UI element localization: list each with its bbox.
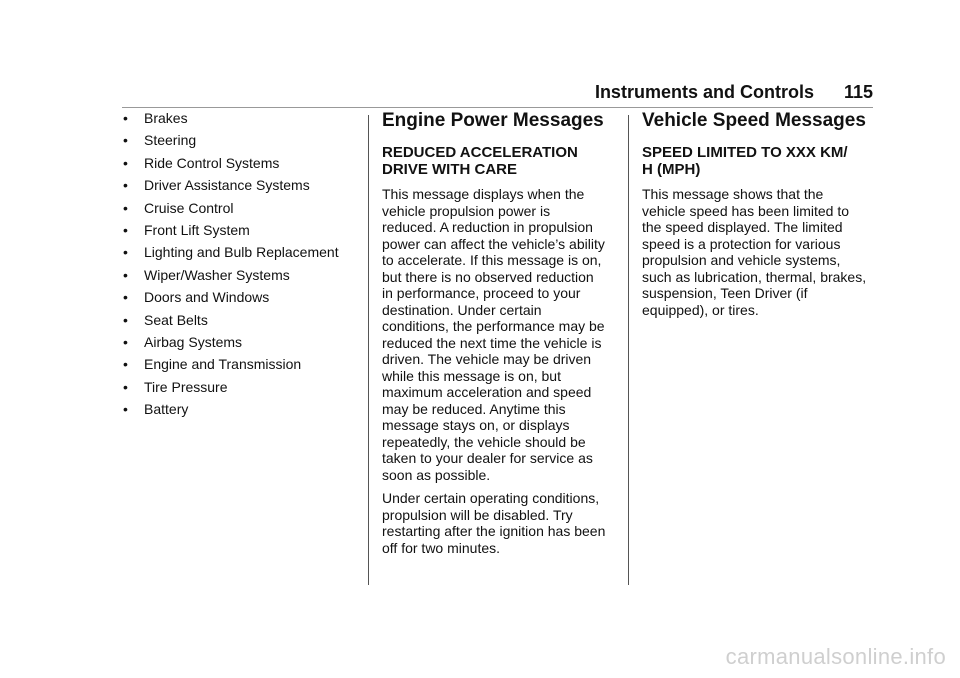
text-line: in performance, proceed to your xyxy=(382,285,581,301)
header-rule xyxy=(122,107,873,108)
bullet-item xyxy=(123,356,353,378)
bullet-label: Battery xyxy=(144,401,189,418)
text-line: may be reduced. Anytime this xyxy=(382,400,566,417)
text-line: reduced the next time the vehicle is xyxy=(382,334,602,351)
bullet-item xyxy=(123,222,353,244)
bullet-item xyxy=(123,379,353,401)
bullet-list xyxy=(123,110,353,423)
bullet-column xyxy=(123,110,353,423)
text-line: the speed displayed. The limited xyxy=(642,219,843,235)
engine-power-section xyxy=(382,110,618,563)
bullet-dot: • xyxy=(123,356,128,373)
text-line: reduced. A reduction in propulsion xyxy=(382,219,593,235)
bullet-item xyxy=(123,110,353,132)
text-line: Under certain operating conditions, xyxy=(382,490,600,506)
text-line: restarting after the ignition has been xyxy=(382,523,606,539)
section-title: Instruments and Controls xyxy=(594,82,814,102)
bullet-label: Seat Belts xyxy=(144,311,208,328)
text-line: propulsion will be disabled. Try xyxy=(382,506,573,523)
bullet-label: Engine and Transmission xyxy=(144,356,302,373)
text-line: maximum acceleration and speed xyxy=(382,384,592,400)
vehicle-speed-section xyxy=(642,110,878,325)
bullet-label: Lighting and Bulb Replacement xyxy=(144,244,339,261)
speed-limited-subheading xyxy=(642,144,878,178)
bullet-label: Airbag Systems xyxy=(144,333,243,350)
text-line: propulsion and vehicle systems, xyxy=(642,252,841,268)
bullet-label: Front Lift System xyxy=(144,221,250,238)
bullet-item xyxy=(123,132,353,154)
subheading-line: SPEED LIMITED TO XXX KM/ xyxy=(642,144,848,161)
speed-paragraph xyxy=(642,186,878,318)
text-line: vehicle propulsion power is xyxy=(382,202,551,219)
text-line: off for two minutes. xyxy=(382,539,501,556)
column-divider xyxy=(628,115,629,585)
text-line: speed is a protection for various xyxy=(642,235,841,252)
bullet-label: Tire Pressure xyxy=(144,378,228,395)
text-line: vehicle speed has been limited to xyxy=(642,202,850,219)
text-line: This message displays when the xyxy=(382,186,585,202)
column-divider xyxy=(368,115,369,585)
bullet-item xyxy=(123,289,353,311)
text-line: driven. The vehicle may be driven xyxy=(382,351,592,367)
bullet-dot: • xyxy=(123,289,128,306)
bullet-label: Cruise Control xyxy=(144,199,234,216)
bullet-item xyxy=(123,401,353,423)
bullet-item xyxy=(123,244,353,266)
text-line: but there is no observed reduction xyxy=(382,268,594,285)
text-line: such as lubrication, thermal, brakes, xyxy=(642,268,867,285)
subheading-line: REDUCED ACCELERATION xyxy=(382,144,578,161)
page-header xyxy=(595,82,873,103)
text-line: while this message is on, but xyxy=(382,367,561,384)
text-line: destination. Under certain xyxy=(382,301,542,318)
engine-paragraph-1 xyxy=(382,186,618,483)
bullet-label: Steering xyxy=(144,132,197,149)
bullet-item xyxy=(123,312,353,334)
bullet-dot: • xyxy=(123,333,128,350)
subheading-line: H (MPH) xyxy=(642,161,701,178)
bullet-label: Ride Control Systems xyxy=(144,154,280,171)
text-line: to accelerate. If this message is on, xyxy=(382,252,602,268)
bullet-item xyxy=(123,177,353,199)
text-line: soon as possible. xyxy=(382,466,491,483)
text-line: power can affect the vehicle’s ability xyxy=(382,235,605,252)
vehicle-speed-heading: Vehicle Speed Messages xyxy=(642,110,866,131)
bullet-dot: • xyxy=(123,244,128,261)
bullet-dot: • xyxy=(123,401,128,418)
bullet-dot: • xyxy=(123,199,128,216)
reduced-acceleration-subheading xyxy=(382,144,618,178)
text-line: suspension, Teen Driver (if xyxy=(642,285,808,301)
subheading-line: DRIVE WITH CARE xyxy=(382,161,517,178)
bullet-dot: • xyxy=(123,221,128,238)
bullet-label: Doors and Windows xyxy=(144,289,270,306)
bullet-dot: • xyxy=(123,132,128,149)
bullet-item xyxy=(123,200,353,222)
bullet-label: Brakes xyxy=(144,110,188,126)
bullet-item xyxy=(123,334,353,356)
text-line: repeatedly, the vehicle should be xyxy=(382,433,586,450)
bullet-dot: • xyxy=(123,378,128,395)
text-line: equipped), or tires. xyxy=(642,301,759,318)
bullet-dot: • xyxy=(123,177,128,194)
text-line: message stays on, or displays xyxy=(382,417,570,433)
bullet-item xyxy=(123,267,353,289)
bullet-label: Driver Assistance Systems xyxy=(144,177,310,194)
engine-paragraph-2 xyxy=(382,490,618,556)
bullet-dot: • xyxy=(123,311,128,328)
bullet-label: Wiper/Washer Systems xyxy=(144,266,290,283)
text-line: This message shows that the xyxy=(642,186,824,202)
bullet-dot: • xyxy=(123,110,128,126)
engine-power-heading: Engine Power Messages xyxy=(382,110,604,131)
bullet-dot: • xyxy=(123,154,128,171)
watermark: carmanualsonline.info xyxy=(725,644,946,669)
text-line: conditions, the performance may be xyxy=(382,318,605,334)
bullet-dot: • xyxy=(123,266,128,283)
text-line: taken to your dealer for service as xyxy=(382,450,593,466)
bullet-item xyxy=(123,155,353,177)
page-number: 115 xyxy=(843,82,873,102)
